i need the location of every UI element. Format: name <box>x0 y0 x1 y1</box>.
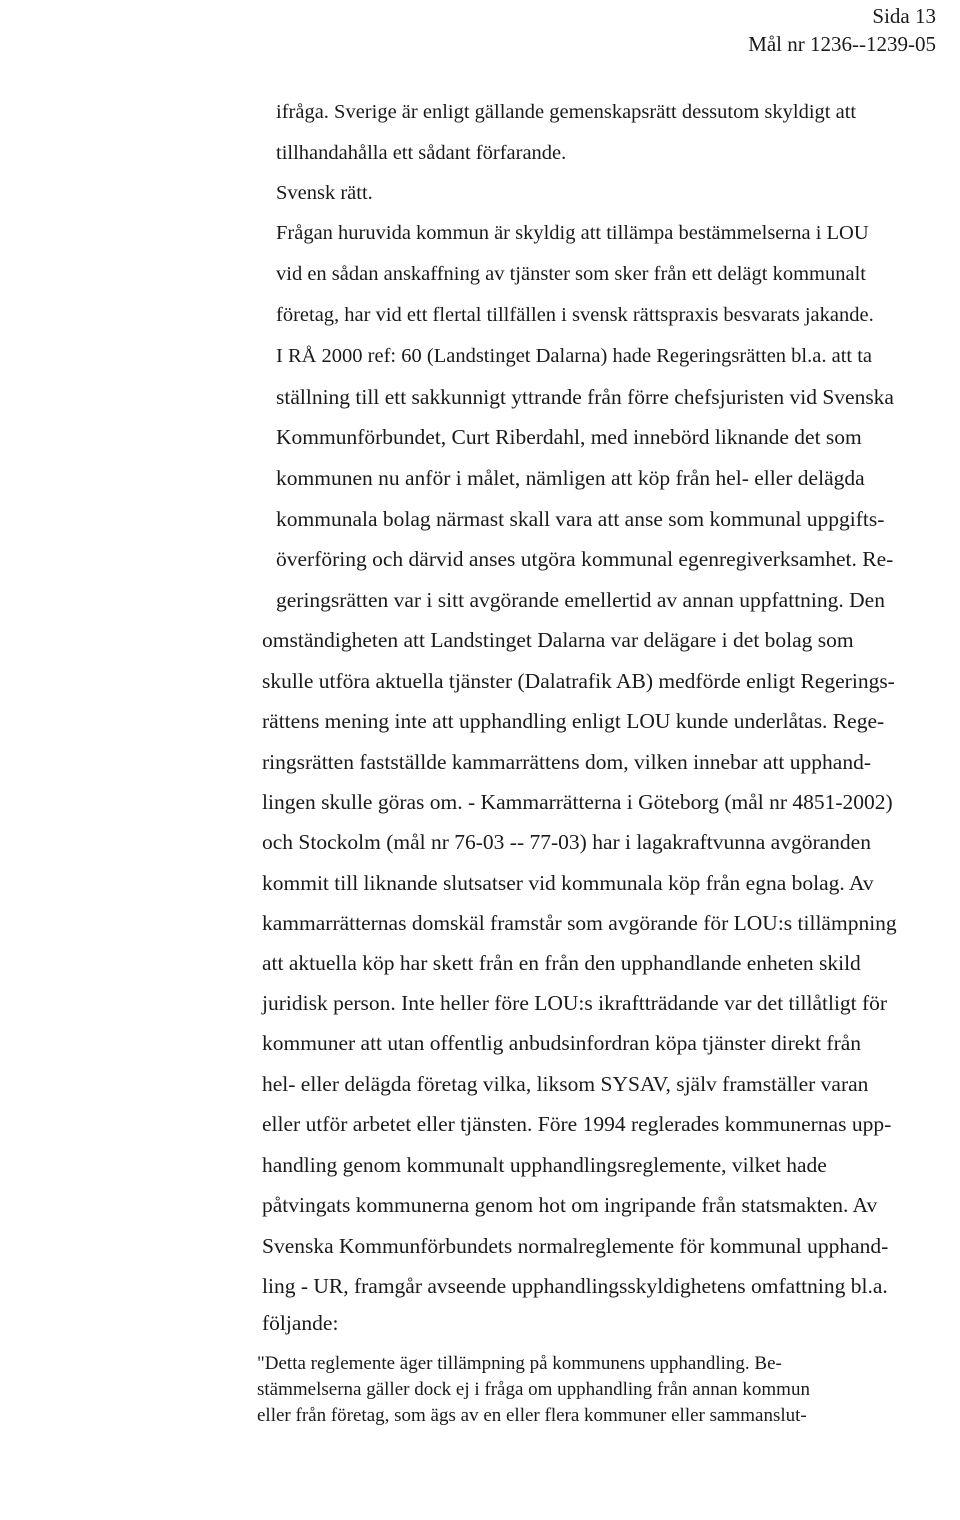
body-line: Svenska Kommunförbundets normalreglemente för kommunal upphand- <box>262 1234 889 1258</box>
body-line: omständigheten att Landstinget Dalarna var delägare i det bolag som <box>262 628 854 652</box>
body-line: kommunala bolag närmast skall vara att anse som kommunal uppgifts- <box>276 507 885 531</box>
body-line: kommunen nu anför i målet, nämligen att köp från hel- eller delägda <box>276 466 865 490</box>
page-number: Sida 13 <box>872 4 936 28</box>
body-line: kommit till liknande slutsatser vid kommunala köp från egna bolag. Av <box>262 871 874 895</box>
body-line: följande: <box>262 1311 339 1335</box>
body-line: handling genom kommunalt upphandlingsreglemente, vilket hade <box>262 1153 827 1177</box>
body-line: ling - UR, framgår avseende upphandlingsskyldighetens omfattning bl.a. <box>262 1274 888 1298</box>
body-line: företag, har vid ett flertal tillfällen i svensk rättspraxis besvarats jakande. <box>276 304 874 326</box>
body-line: rättens mening inte att upphandling enligt LOU kunde underlåtas. Rege- <box>262 709 885 733</box>
body-line: vid en sådan anskaffning av tjänster som sker från ett delägt kommunalt <box>276 263 866 285</box>
body-line: påtvingats kommunerna genom hot om ingripande från statsmakten. Av <box>262 1193 878 1217</box>
body-line: tillhandahålla ett sådant förfarande. <box>276 142 567 164</box>
body-line: eller utför arbetet eller tjänsten. Före 1994 reglerades kommunernas upp- <box>262 1112 892 1136</box>
section-heading: Svensk rätt. <box>276 182 373 204</box>
body-line: skulle utföra aktuella tjänster (Dalatrafik AB) medförde enligt Regerings- <box>262 669 895 693</box>
case-number: Mål nr 1236--1239-05 <box>748 32 936 56</box>
body-line: ställning till ett sakkunnigt yttrande från förre chefsjuristen vid Svenska <box>276 385 894 409</box>
body-line: att aktuella köp har skett från en från den upphandlande enheten skild <box>262 951 861 975</box>
body-line: hel- eller delägda företag vilka, liksom SYSAV, själv framställer varan <box>262 1072 869 1096</box>
quote-line: stämmelserna gäller dock ej i fråga om upphandling från annan kommun <box>257 1379 810 1400</box>
body-line: juridisk person. Inte heller före LOU:s ikraftträdande var det tillåtligt för <box>262 991 888 1015</box>
body-line: Kommunförbundet, Curt Riberdahl, med innebörd liknande det som <box>276 425 862 449</box>
body-line: ringsrätten fastställde kammarrättens dom, vilken innebar att upphand- <box>262 750 871 774</box>
body-line: lingen skulle göras om. - Kammarrätterna i Göteborg (mål nr 4851-2002) <box>262 790 893 814</box>
body-line: överföring och därvid anses utgöra kommunal egenregiverksamhet. Re- <box>276 547 894 571</box>
body-line: Frågan huruvida kommun är skyldig att tillämpa bestämmelserna i LOU <box>276 222 869 244</box>
body-line: I RÅ 2000 ref: 60 (Landstinget Dalarna) hade Regeringsrätten bl.a. att ta <box>276 345 873 367</box>
body-line: kammarrätternas domskäl framstår som avgörande för LOU:s tillämpning <box>262 911 897 935</box>
page-header <box>748 2 936 58</box>
body-line: kommuner att utan offentlig anbudsinfordran köpa tjänster direkt från <box>262 1031 862 1055</box>
body-line: och Stockolm (mål nr 76-03 -- 77-03) har i lagakraftvunna avgöranden <box>262 830 871 854</box>
body-line: geringsrätten var i sitt avgörande emellertid av annan uppfattning. Den <box>276 588 885 612</box>
body-line: ifråga. Sverige är enligt gällande gemenskapsrätt dessutom skyldigt att <box>276 101 857 123</box>
quote-line: "Detta reglemente äger tillämpning på kommunens upphandling. Be- <box>257 1353 782 1374</box>
quote-line: eller från företag, som ägs av en eller flera kommuner eller sammanslut- <box>257 1405 807 1426</box>
